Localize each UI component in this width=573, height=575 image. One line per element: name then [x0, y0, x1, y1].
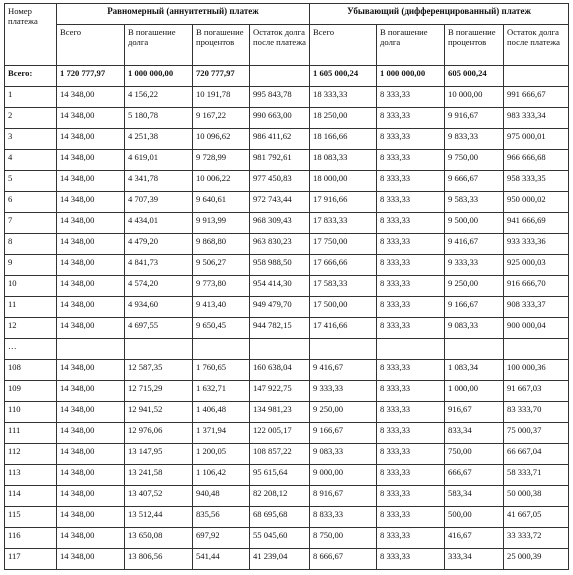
column-header: В погашение процентов [445, 25, 504, 66]
table-row [5, 318, 569, 339]
table-cell: 9 833,33 [445, 129, 504, 150]
table-cell: 14 348,00 [57, 129, 125, 150]
table-cell: 833,34 [445, 423, 504, 444]
payment-number-cell: 4 [5, 150, 57, 171]
table-cell: 9 868,80 [193, 234, 250, 255]
table-cell: 1 083,34 [445, 360, 504, 381]
table-cell: 541,44 [193, 549, 250, 570]
table-cell: 975 000,01 [504, 129, 569, 150]
table-cell: 4 619,01 [125, 150, 193, 171]
table-cell: 14 348,00 [57, 528, 125, 549]
table-cell: 68 695,68 [250, 507, 310, 528]
table-cell: 17 500,00 [310, 297, 377, 318]
table-cell: 4 156,22 [125, 87, 193, 108]
table-cell: 13 407,52 [125, 486, 193, 507]
table-cell: 990 663,00 [250, 108, 310, 129]
table-cell: 8 333,33 [377, 171, 445, 192]
table-cell: 8 333,33 [377, 402, 445, 423]
table-row [5, 528, 569, 549]
table-cell: 968 309,43 [250, 213, 310, 234]
table-cell [57, 339, 125, 360]
payment-number-cell: 6 [5, 192, 57, 213]
table-cell: 1 406,48 [193, 402, 250, 423]
table-cell: 108 857,22 [250, 444, 310, 465]
table-cell: 8 916,67 [310, 486, 377, 507]
column-header: В погашение долга [377, 25, 445, 66]
table-cell: 995 843,78 [250, 87, 310, 108]
table-cell: 9 166,67 [445, 297, 504, 318]
table-cell: 958 988,50 [250, 255, 310, 276]
table-cell: 14 348,00 [57, 360, 125, 381]
table-cell: 8 333,33 [377, 360, 445, 381]
table-cell: 14 348,00 [57, 108, 125, 129]
table-cell: 50 000,38 [504, 486, 569, 507]
table-cell: 8 333,33 [377, 549, 445, 570]
table-cell: 17 833,33 [310, 213, 377, 234]
table-cell: 4 841,73 [125, 255, 193, 276]
table-cell: 75 000,37 [504, 423, 569, 444]
table-cell: 4 707,39 [125, 192, 193, 213]
table-cell: 14 348,00 [57, 423, 125, 444]
table-cell: 1 000,00 [445, 381, 504, 402]
table-cell: 9 728,99 [193, 150, 250, 171]
table-row [5, 465, 569, 486]
table-cell: 9 413,40 [193, 297, 250, 318]
table-cell: 4 574,20 [125, 276, 193, 297]
table-cell: 9 750,00 [445, 150, 504, 171]
payment-number-cell: 117 [5, 549, 57, 570]
payment-number-cell: 116 [5, 528, 57, 549]
table-row [5, 150, 569, 171]
table-cell: 4 934,60 [125, 297, 193, 318]
annuity-group-header: Равномерный (аннуитетный) платеж [57, 4, 310, 25]
table-cell: 966 666,68 [504, 150, 569, 171]
table-cell: 9 250,00 [310, 402, 377, 423]
table-cell: 8 333,33 [377, 150, 445, 171]
table-cell: 950 000,02 [504, 192, 569, 213]
table-cell [377, 339, 445, 360]
table-cell: 9 916,67 [445, 108, 504, 129]
table-cell: 12 941,52 [125, 402, 193, 423]
payment-number-cell: 2 [5, 108, 57, 129]
table-cell: 9 333,33 [445, 255, 504, 276]
table-cell: 9 773,80 [193, 276, 250, 297]
table-row [5, 423, 569, 444]
table-cell: 5 180,78 [125, 108, 193, 129]
table-cell: 8 333,33 [377, 87, 445, 108]
table-row [5, 276, 569, 297]
table-cell: 4 341,78 [125, 171, 193, 192]
table-cell: 13 147,95 [125, 444, 193, 465]
table-cell: 147 922,75 [250, 381, 310, 402]
table-cell: 83 333,70 [504, 402, 569, 423]
table-cell: 900 000,04 [504, 318, 569, 339]
table-row [5, 171, 569, 192]
table-cell: 416,67 [445, 528, 504, 549]
table-cell: 933 333,36 [504, 234, 569, 255]
payment-number-cell: 115 [5, 507, 57, 528]
table-cell: 9 083,33 [310, 444, 377, 465]
table-cell: 986 411,62 [250, 129, 310, 150]
table-row [5, 108, 569, 129]
table-cell: 25 000,39 [504, 549, 569, 570]
table-cell: 949 479,70 [250, 297, 310, 318]
table-cell: 13 806,56 [125, 549, 193, 570]
table-cell: 55 045,60 [250, 528, 310, 549]
table-cell: 1 200,05 [193, 444, 250, 465]
table-cell: 750,00 [445, 444, 504, 465]
payment-number-cell: 5 [5, 171, 57, 192]
payment-number-cell: 110 [5, 402, 57, 423]
table-cell: 954 414,30 [250, 276, 310, 297]
table-cell [504, 339, 569, 360]
table-cell: 908 333,37 [504, 297, 569, 318]
table-row [5, 192, 569, 213]
table-cell: 41 667,05 [504, 507, 569, 528]
total-cell: 1 720 777,97 [57, 66, 125, 87]
table-cell: 666,67 [445, 465, 504, 486]
payment-number-cell: 1 [5, 87, 57, 108]
payment-number-cell: 7 [5, 213, 57, 234]
payment-number-cell: 12 [5, 318, 57, 339]
total-cell: 1 000 000,00 [377, 66, 445, 87]
table-cell: 10 000,00 [445, 87, 504, 108]
table-cell: 14 348,00 [57, 318, 125, 339]
table-cell: 14 348,00 [57, 87, 125, 108]
table-cell: 8 333,33 [377, 444, 445, 465]
table-cell: 8 333,33 [377, 108, 445, 129]
table-cell: 8 666,67 [310, 549, 377, 570]
table-cell: 944 782,15 [250, 318, 310, 339]
total-label: Всего: [5, 66, 57, 87]
table-cell: 17 416,66 [310, 318, 377, 339]
table-cell: 14 348,00 [57, 234, 125, 255]
payment-number-cell: 8 [5, 234, 57, 255]
table-cell: 17 666,66 [310, 255, 377, 276]
table-body [5, 66, 569, 570]
table-cell: 8 333,33 [377, 318, 445, 339]
payment-number-cell: 3 [5, 129, 57, 150]
table-cell: 1 760,65 [193, 360, 250, 381]
table-cell: 18 250,00 [310, 108, 377, 129]
table-cell: 14 348,00 [57, 171, 125, 192]
table-cell: 14 348,00 [57, 549, 125, 570]
table-cell: 13 512,44 [125, 507, 193, 528]
table-row [5, 549, 569, 570]
column-header: В погашение долга [125, 25, 193, 66]
table-cell: 8 333,33 [377, 234, 445, 255]
table-cell: 977 450,83 [250, 171, 310, 192]
column-header: В погашение процентов [193, 25, 250, 66]
table-cell: 8 333,33 [377, 276, 445, 297]
table-cell: 10 096,62 [193, 129, 250, 150]
table-row [5, 402, 569, 423]
table-cell: 14 348,00 [57, 465, 125, 486]
table-cell: 18 333,33 [310, 87, 377, 108]
table-cell: 95 615,64 [250, 465, 310, 486]
table-cell: 82 208,12 [250, 486, 310, 507]
table-cell: 4 479,20 [125, 234, 193, 255]
table-cell: 134 981,23 [250, 402, 310, 423]
table-cell: 583,34 [445, 486, 504, 507]
table-cell: 18 000,00 [310, 171, 377, 192]
table-cell: 9 416,67 [445, 234, 504, 255]
table-cell: 9 583,33 [445, 192, 504, 213]
table-cell: 14 348,00 [57, 297, 125, 318]
payment-number-cell: 108 [5, 360, 57, 381]
table-cell [250, 339, 310, 360]
table-cell: 14 348,00 [57, 402, 125, 423]
table-row [5, 87, 569, 108]
table-row [5, 381, 569, 402]
table-row [5, 360, 569, 381]
table-cell: 9 913,99 [193, 213, 250, 234]
table-cell: 18 083,33 [310, 150, 377, 171]
table-cell: 8 333,33 [377, 255, 445, 276]
table-cell: 1 106,42 [193, 465, 250, 486]
table-cell: 925 000,03 [504, 255, 569, 276]
table-cell: 9 666,67 [445, 171, 504, 192]
table-cell: 8 750,00 [310, 528, 377, 549]
table-cell: 13 241,58 [125, 465, 193, 486]
table-cell: 940,48 [193, 486, 250, 507]
table-row [5, 444, 569, 465]
table-cell: 8 333,33 [377, 528, 445, 549]
table-cell: 91 667,03 [504, 381, 569, 402]
table-cell: 8 333,33 [377, 192, 445, 213]
table-cell: 9 416,67 [310, 360, 377, 381]
table-cell: 9 000,00 [310, 465, 377, 486]
table-cell: 333,34 [445, 549, 504, 570]
table-cell: 18 166,66 [310, 129, 377, 150]
differentiated-group-header: Убывающий (дифференцированный) платеж [310, 4, 569, 25]
table-cell: 4 434,01 [125, 213, 193, 234]
table-cell: 14 348,00 [57, 150, 125, 171]
table-cell: 9 506,27 [193, 255, 250, 276]
total-row [5, 66, 569, 87]
table-header [5, 4, 569, 66]
table-cell: 972 743,44 [250, 192, 310, 213]
table-cell: 14 348,00 [57, 444, 125, 465]
table-cell [193, 339, 250, 360]
payment-number-cell: 112 [5, 444, 57, 465]
table-cell: 8 333,33 [377, 465, 445, 486]
table-cell: 963 830,23 [250, 234, 310, 255]
table-cell: 10 191,78 [193, 87, 250, 108]
table-cell: 4 251,38 [125, 129, 193, 150]
table-cell: 8 333,33 [377, 507, 445, 528]
table-cell: 14 348,00 [57, 192, 125, 213]
table-cell: 1 371,94 [193, 423, 250, 444]
table-cell: 10 006,22 [193, 171, 250, 192]
table-cell: 8 333,33 [377, 297, 445, 318]
table-cell: 14 348,00 [57, 255, 125, 276]
table-cell: 9 250,00 [445, 276, 504, 297]
table-cell: 14 348,00 [57, 381, 125, 402]
table-cell: 66 667,04 [504, 444, 569, 465]
table-cell: 697,92 [193, 528, 250, 549]
column-header: Всего [310, 25, 377, 66]
table-cell: 33 333,72 [504, 528, 569, 549]
table-cell: 916 666,70 [504, 276, 569, 297]
table-cell: 9 083,33 [445, 318, 504, 339]
table-cell [125, 339, 193, 360]
table-cell: 958 333,35 [504, 171, 569, 192]
table-cell: 8 333,33 [377, 213, 445, 234]
table-cell: 8 333,33 [377, 423, 445, 444]
table-row [5, 297, 569, 318]
table-cell [310, 339, 377, 360]
payment-schedule-table [4, 3, 569, 570]
table-cell: 916,67 [445, 402, 504, 423]
table-cell: 14 348,00 [57, 213, 125, 234]
payment-number-cell: 113 [5, 465, 57, 486]
table-cell: 8 333,33 [377, 129, 445, 150]
table-cell: 14 348,00 [57, 507, 125, 528]
total-cell: 1 000 000,00 [125, 66, 193, 87]
table-cell: 835,56 [193, 507, 250, 528]
table-cell [445, 339, 504, 360]
payment-number-cell: 114 [5, 486, 57, 507]
table-row [5, 234, 569, 255]
table-cell: 983 333,34 [504, 108, 569, 129]
column-header: Остаток долга после платежа [250, 25, 310, 66]
table-cell: 9 167,22 [193, 108, 250, 129]
table-cell: 941 666,69 [504, 213, 569, 234]
total-cell [250, 66, 310, 87]
table-row [5, 129, 569, 150]
table-cell: 9 640,61 [193, 192, 250, 213]
payment-number-cell: 11 [5, 297, 57, 318]
payment-number-cell: 9 [5, 255, 57, 276]
table-cell: 12 715,29 [125, 381, 193, 402]
table-cell: 991 666,67 [504, 87, 569, 108]
table-cell: 9 500,00 [445, 213, 504, 234]
table-cell: 17 583,33 [310, 276, 377, 297]
table-cell: 12 976,06 [125, 423, 193, 444]
table-cell: 8 333,33 [377, 486, 445, 507]
table-cell: 8 833,33 [310, 507, 377, 528]
payment-number-cell: 109 [5, 381, 57, 402]
table-cell: 17 916,66 [310, 192, 377, 213]
table-cell: 9 333,33 [310, 381, 377, 402]
table-row [5, 213, 569, 234]
table-cell: 12 587,35 [125, 360, 193, 381]
table-cell: 981 792,61 [250, 150, 310, 171]
table-cell: 41 239,04 [250, 549, 310, 570]
payment-number-cell: 10 [5, 276, 57, 297]
table-cell: 160 638,04 [250, 360, 310, 381]
total-cell: 605 000,24 [445, 66, 504, 87]
payment-number-header: Номер платежа [5, 4, 57, 66]
table-cell: 14 348,00 [57, 276, 125, 297]
column-header: Всего [57, 25, 125, 66]
table-cell: 122 005,17 [250, 423, 310, 444]
table-cell: 4 697,55 [125, 318, 193, 339]
total-cell: 720 777,97 [193, 66, 250, 87]
payment-number-cell: … [5, 339, 57, 360]
table-cell: 17 750,00 [310, 234, 377, 255]
total-cell [504, 66, 569, 87]
table-cell: 9 166,67 [310, 423, 377, 444]
table-row [5, 339, 569, 360]
table-row [5, 507, 569, 528]
table-row [5, 486, 569, 507]
table-cell: 100 000,36 [504, 360, 569, 381]
column-header: Остаток долга после платежа [504, 25, 569, 66]
table-cell: 14 348,00 [57, 486, 125, 507]
table-cell: 1 632,71 [193, 381, 250, 402]
table-cell: 58 333,71 [504, 465, 569, 486]
total-cell: 1 605 000,24 [310, 66, 377, 87]
table-cell: 8 333,33 [377, 381, 445, 402]
payment-number-cell: 111 [5, 423, 57, 444]
table-cell: 9 650,45 [193, 318, 250, 339]
table-row [5, 255, 569, 276]
table-cell: 500,00 [445, 507, 504, 528]
table-cell: 13 650,08 [125, 528, 193, 549]
